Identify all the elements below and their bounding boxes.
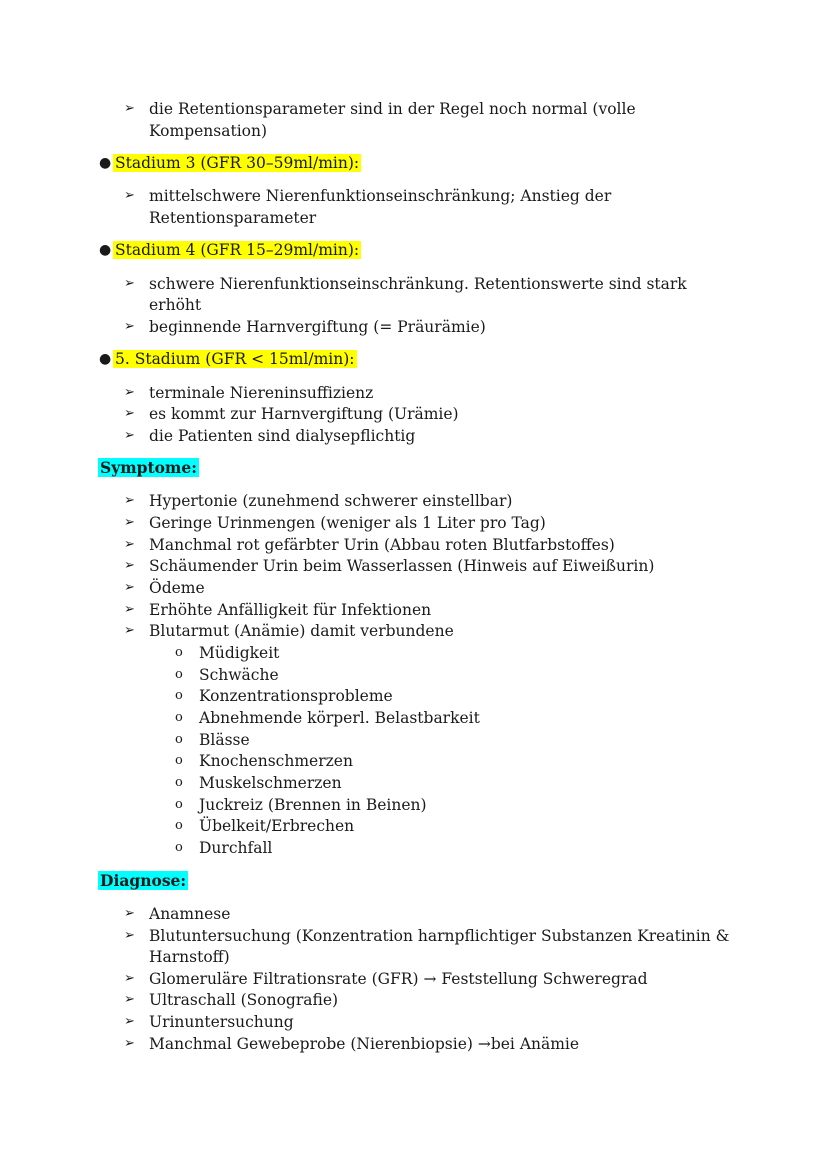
arrow-bullet-icon: ➢: [124, 1036, 135, 1051]
circle-bullet-icon: o: [175, 753, 183, 768]
circle-bullet-icon: o: [175, 667, 183, 682]
stage-4-bullet-1-line-2: erhöht: [149, 296, 202, 314]
diagnosis-item: Urinuntersuchung: [149, 1013, 294, 1031]
arrow-bullet-icon: ➢: [124, 515, 135, 530]
stage-5-heading: [113, 349, 357, 369]
symptom-sub-item: Blässe: [199, 731, 250, 749]
diagnosis-heading: [98, 871, 188, 891]
symptom-item: Ödeme: [149, 579, 205, 597]
arrow-bullet-icon: ➢: [124, 602, 135, 617]
stage-5-label: 5. Stadium (GFR < 15ml/min):: [115, 350, 355, 368]
symptom-sub-item: Muskelschmerzen: [199, 774, 342, 792]
stage-3-bullet-line-2: Retentionsparameter: [149, 209, 317, 227]
symptom-sub-item: Knochenschmerzen: [199, 752, 353, 770]
symptom-sub-item: Übelkeit/Erbrechen: [199, 817, 355, 835]
symptoms-heading: [98, 458, 199, 478]
symptom-item: Manchmal rot gefärbter Urin (Abbau roten Blutfarbstoffes): [149, 536, 615, 554]
arrow-bullet-icon: ➢: [124, 906, 135, 921]
arrow-bullet-icon: ➢: [124, 971, 135, 986]
symptom-sub-item: Müdigkeit: [199, 644, 280, 662]
symptoms-heading-text: Symptome:: [100, 458, 197, 477]
stage-4-bullet-2: beginnende Harnvergiftung (= Präurämie): [149, 318, 486, 336]
dot-bullet-icon: ●: [99, 155, 112, 171]
arrow-bullet-icon: ➢: [124, 406, 135, 421]
symptom-sub-item: Konzentrationsprobleme: [199, 687, 393, 705]
dot-bullet-icon: ●: [99, 351, 112, 367]
arrow-bullet-icon: ➢: [124, 188, 135, 203]
circle-bullet-icon: o: [175, 797, 183, 812]
stage-3-bullet-line-1: mittelschwere Nierenfunktionseinschränkung; Anstieg der: [149, 187, 612, 205]
stage-3-label: Stadium 3 (GFR 30–59ml/min):: [115, 154, 360, 172]
arrow-bullet-icon: ➢: [124, 1014, 135, 1029]
symptom-sub-item: Juckreiz (Brennen in Beinen): [199, 796, 427, 814]
diagnosis-item: Ultraschall (Sonografie): [149, 991, 339, 1009]
intro-bullet-line-2: Kompensation): [149, 122, 268, 140]
symptom-sub-item: Abnehmende körperl. Belastbarkeit: [199, 709, 480, 727]
dot-bullet-icon: ●: [99, 242, 112, 258]
arrow-bullet-icon: ➢: [124, 385, 135, 400]
circle-bullet-icon: o: [175, 818, 183, 833]
circle-bullet-icon: o: [175, 775, 183, 790]
stage-4-heading: [113, 240, 361, 260]
circle-bullet-icon: o: [175, 645, 183, 660]
stage-4-bullet-1-line-1: schwere Nierenfunktionseinschränkung. Retentionswerte sind stark: [149, 275, 687, 293]
arrow-bullet-icon: ➢: [124, 580, 135, 595]
stage-3-heading: [113, 153, 361, 173]
symptom-sub-item: Durchfall: [199, 839, 273, 857]
arrow-bullet-icon: ➢: [124, 319, 135, 334]
symptom-item: Schäumender Urin beim Wasserlassen (Hinweis auf Eiweißurin): [149, 557, 655, 575]
circle-bullet-icon: o: [175, 688, 183, 703]
arrow-bullet-icon: ➢: [124, 623, 135, 638]
arrow-bullet-icon: ➢: [124, 558, 135, 573]
diagnosis-item: Anamnese: [149, 905, 231, 923]
arrow-bullet-icon: ➢: [124, 992, 135, 1007]
symptom-item: Hypertonie (zunehmend schwerer einstellbar): [149, 492, 513, 510]
symptom-item: Geringe Urinmengen (weniger als 1 Liter pro Tag): [149, 514, 546, 532]
arrow-bullet-icon: ➢: [124, 101, 135, 116]
symptom-sub-item: Schwäche: [199, 666, 279, 684]
stage-4-label: Stadium 4 (GFR 15–29ml/min):: [115, 241, 360, 259]
circle-bullet-icon: o: [175, 840, 183, 855]
arrow-bullet-icon: ➢: [124, 276, 135, 291]
arrow-bullet-icon: ➢: [124, 537, 135, 552]
diagnosis-item-line-2: Harnstoff): [149, 948, 230, 966]
arrow-bullet-icon: ➢: [124, 493, 135, 508]
diagnosis-item-line-1: Blutuntersuchung (Konzentration harnpflichtiger Substanzen Kreatinin &: [149, 927, 730, 945]
circle-bullet-icon: o: [175, 732, 183, 747]
stage-5-bullet-3: die Patienten sind dialysepflichtig: [149, 427, 416, 445]
stage-5-bullet-2: es kommt zur Harnvergiftung (Urämie): [149, 405, 459, 423]
circle-bullet-icon: o: [175, 710, 183, 725]
diagnosis-item: Manchmal Gewebeprobe (Nierenbiopsie) →bei Anämie: [149, 1035, 580, 1053]
stage-5-bullet-1: terminale Niereninsuffizienz: [149, 384, 374, 402]
symptom-item: Blutarmut (Anämie) damit verbundene: [149, 622, 454, 640]
arrow-bullet-icon: ➢: [124, 428, 135, 443]
diagnosis-item: Glomeruläre Filtrationsrate (GFR) → Feststellung Schweregrad: [149, 970, 648, 988]
intro-bullet-line-1: die Retentionsparameter sind in der Regel noch normal (volle: [149, 100, 636, 118]
diagnosis-heading-text: Diagnose:: [100, 871, 187, 890]
arrow-bullet-icon: ➢: [124, 928, 135, 943]
symptom-item: Erhöhte Anfälligkeit für Infektionen: [149, 601, 432, 619]
